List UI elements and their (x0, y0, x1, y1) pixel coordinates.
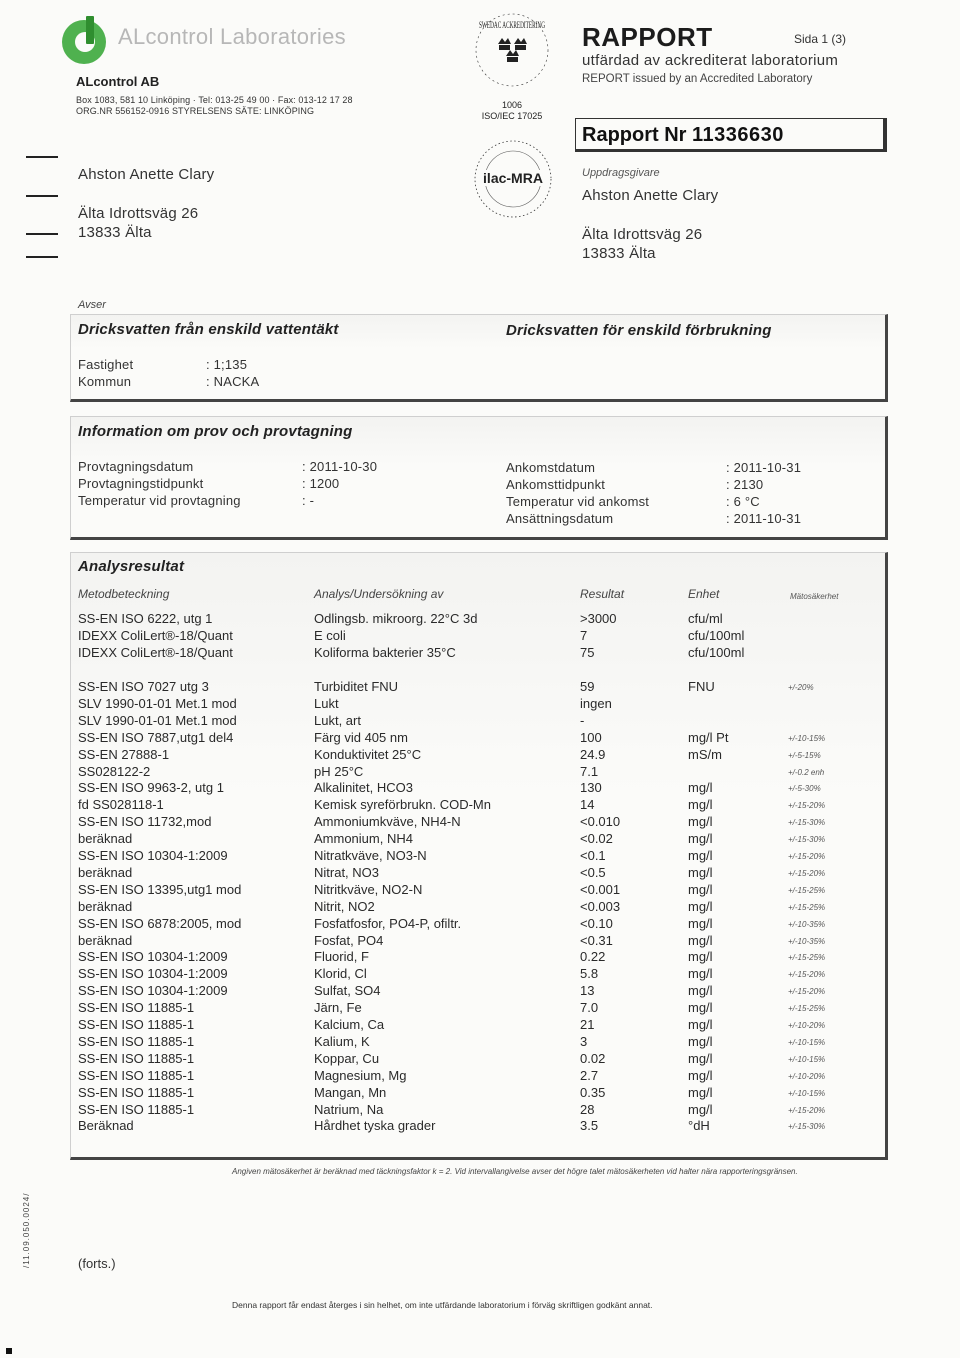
result-cell: <0.010 (580, 814, 621, 830)
table-row (78, 865, 878, 882)
method-cell: SS-EN ISO 11885-1 (78, 1101, 195, 1117)
ilac-mra-seal-icon (470, 136, 556, 222)
ilac-text: ilac-MRA (483, 170, 543, 186)
table-row (78, 679, 878, 696)
table-row (78, 1102, 878, 1119)
uncertainty-cell: +/-15-20% (788, 970, 826, 980)
provtagningstidpunkt-value: : 1200 (302, 476, 340, 491)
analysis-cell: Natrium, Na (314, 1101, 384, 1117)
result-cell: <0.003 (580, 898, 621, 914)
result-cell: 28 (580, 1101, 595, 1117)
analysis-cell: Nitratkväve, NO3-N (314, 848, 427, 863)
avser-label: Avser (78, 299, 106, 311)
unit-cell: °dH (688, 1118, 710, 1134)
analysis-cell: Nitrat, NO3 (314, 864, 380, 880)
result-cell: 14 (580, 797, 595, 813)
method-cell: SS-EN ISO 11885-1 (78, 1033, 195, 1049)
unit-cell: mg/l (688, 831, 713, 847)
method-cell: SS028122-2 (78, 763, 151, 779)
recipient-postal: 13833 Älta (78, 224, 152, 241)
result-cell: 5.8 (580, 966, 599, 982)
table-row (78, 882, 878, 899)
report-subtitle-en: REPORT issued by an Accredited Laboratory (582, 73, 813, 85)
client-street: Älta Idrottsväg 26 (582, 226, 703, 243)
table-row (78, 764, 878, 781)
analysis-cell: Nitrit, NO2 (314, 898, 375, 914)
result-cell: 130 (580, 780, 602, 796)
method-cell: SS-EN ISO 6222, utg 1 (78, 611, 213, 626)
results-title: Analysresultat (78, 558, 185, 575)
uncertainty-cell: +/-15-30% (788, 1122, 826, 1132)
page-number: Sida 1 (3) (794, 32, 847, 46)
table-row (78, 1118, 878, 1135)
provtagningsdatum-value: : 2011-10-30 (302, 459, 378, 474)
seal-text: SWEDAC ACKREDITERING (479, 20, 546, 30)
analysis-cell: Ammonium, NH4 (314, 831, 413, 847)
ansattning-value: : 2011-10-31 (726, 511, 802, 526)
scan-mark (6, 1348, 12, 1354)
fastighet-label: Fastighet (78, 357, 134, 372)
ankomsttidpunkt-value: : 2130 (726, 477, 764, 492)
avser-title-right: Dricksvatten för enskild förbrukning (506, 322, 772, 339)
report-number-value: 11336630 (692, 124, 784, 146)
uncertainty-cell: +/-0.2 enh (788, 767, 825, 777)
result-cell: <0.31 (580, 932, 613, 948)
table-row (78, 1085, 878, 1102)
uncertainty-cell: +/-15-20% (788, 801, 826, 811)
method-cell: SS-EN ISO 11885-1 (78, 1017, 195, 1032)
uncertainty-cell: +/-15-20% (788, 852, 826, 861)
company-name: ALcontrol AB (76, 74, 160, 89)
method-cell: SS-EN ISO 11885-1 (78, 1067, 195, 1083)
result-cell: - (580, 712, 585, 728)
table-row (78, 933, 878, 950)
document-code: /11.09.050.0024/ (22, 1192, 31, 1268)
result-cell: 75 (580, 645, 595, 660)
analysis-cell: Fluorid, F (314, 949, 369, 965)
uncertainty-cell: +/-15-25% (788, 1004, 826, 1014)
table-row (78, 696, 878, 713)
margin-mark (26, 195, 58, 197)
seal-number: 1006 (501, 100, 523, 110)
table-row (78, 713, 878, 730)
unit-cell: mg/l (688, 1050, 713, 1066)
table-row (78, 814, 878, 831)
ansattning-label: Ansättningsdatum (506, 511, 614, 526)
uncertainty-cell: +/-10-15% (788, 733, 826, 743)
temp-prov-label: Temperatur vid provtagning (78, 493, 241, 508)
result-cell: 21 (580, 1017, 595, 1032)
unit-cell: mg/l (688, 949, 713, 965)
client-label: Uppdragsgivare (582, 167, 660, 179)
unit-cell: cfu/100ml (688, 645, 745, 660)
method-cell: SS-EN 27888-1 (78, 746, 170, 762)
method-cell: SS-EN ISO 11732,mod (78, 814, 212, 830)
method-cell: SS-EN ISO 7027 utg 3 (78, 679, 209, 694)
method-cell: beräknad (78, 932, 133, 948)
table-row (78, 780, 878, 797)
result-cell: 0.02 (580, 1050, 606, 1066)
unit-cell: mg/l (688, 814, 713, 830)
uncertainty-cell: +/-5-30% (788, 784, 821, 794)
result-cell: 7 (580, 628, 588, 643)
analysis-cell: Kalcium, Ca (314, 1017, 385, 1032)
unit-cell: mg/l Pt (688, 729, 729, 745)
method-cell: beräknad (78, 864, 133, 880)
table-row (78, 1000, 878, 1017)
analysis-cell: Magnesium, Mg (314, 1067, 407, 1083)
table-row (78, 1051, 878, 1068)
unit-cell: mg/l (688, 848, 713, 863)
header-analysis: Analys/Undersökning av (314, 587, 444, 601)
analysis-cell: Kemisk syreförbrukn. COD-Mn (314, 797, 491, 813)
table-row (78, 966, 878, 983)
analysis-cell: Järn, Fe (314, 1000, 362, 1016)
analysis-cell: pH 25°C (314, 763, 364, 779)
provtagningsdatum-label: Provtagningsdatum (78, 459, 194, 474)
ankomstdatum-label: Ankomstdatum (506, 460, 596, 475)
uncertainty-cell: +/-5-15% (788, 750, 821, 760)
header-uncertainty: Mätosäkerhet (790, 592, 839, 601)
unit-cell: mg/l (688, 915, 713, 931)
uncertainty-cell: +/-10-35% (788, 919, 826, 929)
report-number (582, 124, 784, 147)
method-cell: SLV 1990-01-01 Met.1 mod (78, 712, 237, 728)
uncertainty-cell: +/-15-20% (788, 868, 826, 878)
ankomsttidpunkt-label: Ankomsttidpunkt (506, 477, 606, 492)
method-cell: SS-EN ISO 13395,utg1 mod (78, 881, 242, 897)
unit-cell: mg/l (688, 1067, 713, 1083)
footer-notice: Denna rapport får endast återges i sin helhet, om inte utfärdande laboratorium i förväg skriftligen godkänt annat. (232, 1300, 653, 1310)
ankomstdatum-value: : 2011-10-31 (726, 460, 802, 475)
margin-mark (26, 256, 58, 258)
table-row (78, 747, 878, 764)
analysis-cell: Sulfat, SO4 (314, 983, 381, 999)
unit-cell: mg/l (688, 1084, 713, 1100)
uncertainty-cell: +/-10-20% (788, 1021, 826, 1030)
table-row (78, 831, 878, 848)
analysis-cell: E coli (314, 628, 346, 643)
result-cell: ingen (580, 695, 612, 711)
fastighet-value: : 1;135 (206, 357, 248, 372)
analysis-cell: Fosfatfosfor, PO4-P, ofiltr. (314, 915, 462, 931)
client-name: Ahston Anette Clary (582, 187, 719, 204)
result-cell: 3 (580, 1033, 588, 1049)
report-number-label: Rapport Nr (582, 124, 687, 146)
result-cell: 13 (580, 983, 595, 999)
provtagningstidpunkt-label: Provtagningstidpunkt (78, 476, 204, 491)
method-cell: IDEXX ColiLert®-18/Quant (78, 645, 233, 660)
unit-cell: mg/l (688, 797, 713, 813)
method-cell: SS-EN ISO 10304-1:2009 (78, 949, 228, 965)
uncertainty-cell: +/-15-20% (788, 1105, 826, 1115)
uncertainty-cell: +/-10-20% (788, 1071, 826, 1081)
alcontrol-logo-icon (62, 20, 106, 64)
uncertainty-cell: +/-15-25% (788, 953, 826, 963)
header-method: Metodbeteckning (78, 587, 170, 601)
report-title: RAPPORT (582, 22, 713, 52)
alcontrol-logo-bar (86, 16, 94, 44)
result-cell: 100 (580, 729, 602, 745)
analysis-cell: Lukt (314, 695, 339, 711)
margin-mark (26, 233, 58, 235)
result-cell: <0.5 (580, 864, 606, 880)
unit-cell: cfu/ml (688, 611, 723, 626)
method-cell: fd SS028118-1 (78, 797, 164, 813)
method-cell: IDEXX ColiLert®-18/Quant (78, 628, 233, 643)
uncertainty-cell: +/-15-20% (788, 987, 826, 997)
result-cell: 59 (580, 679, 595, 694)
result-cell: 2.7 (580, 1067, 599, 1083)
method-cell: beräknad (78, 831, 133, 847)
unit-cell: mg/l (688, 864, 713, 880)
analysis-cell: Nitritkväve, NO2-N (314, 881, 423, 897)
unit-cell: mg/l (688, 932, 713, 948)
table-row (78, 1034, 878, 1051)
recipient-name: Ahston Anette Clary (78, 166, 215, 183)
unit-cell: mg/l (688, 1000, 713, 1016)
company-org: ORG.NR 556152-0916 STYRELSENS SÄTE: LINKÖPING (76, 106, 315, 116)
temp-ankomst-label: Temperatur vid ankomst (506, 494, 650, 509)
method-cell: SS-EN ISO 10304-1:2009 (78, 983, 228, 999)
seal-standard: ISO/IEC 17025 (481, 111, 543, 122)
kommun-value: : NACKA (206, 374, 260, 389)
table-row (78, 1017, 878, 1034)
kommun-label: Kommun (78, 374, 132, 389)
table-row (78, 1068, 878, 1085)
result-cell: 0.22 (580, 949, 606, 965)
footnote: Angiven mätosäkerhet är beräknad med täckningsfaktor k = 2. Vid intervallangivelse avser det högre talet mätosäkerheten vid halter nära rapporteringsgränsen. (232, 1167, 798, 1176)
table-row (78, 730, 878, 747)
analysis-cell: Alkalinitet, HCO3 (314, 780, 413, 796)
temp-prov-value: : - (302, 493, 315, 508)
analysis-cell: Färg vid 405 nm (314, 729, 408, 745)
recipient-street: Älta Idrottsväg 26 (78, 205, 199, 222)
uncertainty-cell: +/-10-15% (788, 1054, 826, 1064)
method-cell: SS-EN ISO 11885-1 (78, 1084, 195, 1100)
method-cell: SS-EN ISO 10304-1:2009 (78, 966, 228, 982)
uncertainty-cell: +/-15-30% (788, 835, 826, 845)
unit-cell: mg/l (688, 1033, 713, 1049)
analysis-cell: Kalium, K (314, 1033, 370, 1049)
result-cell: 0.35 (580, 1084, 606, 1100)
analysis-cell: Ammoniumkväve, NH4-N (314, 814, 461, 830)
table-row (78, 628, 878, 645)
unit-cell: mg/l (688, 966, 713, 982)
unit-cell: mg/l (688, 881, 713, 897)
method-cell: SS-EN ISO 6878:2005, mod (78, 915, 242, 931)
header-unit: Enhet (688, 587, 720, 601)
analysis-cell: Mangan, Mn (314, 1084, 387, 1100)
continued-label: (forts.) (78, 1256, 116, 1271)
unit-cell: FNU (688, 679, 715, 694)
analysis-cell: Lukt, art (314, 712, 361, 728)
uncertainty-cell: +/-10-15% (788, 1037, 826, 1047)
analysis-cell: Konduktivitet 25°C (314, 746, 422, 762)
brand-name: ALcontrol Laboratories (118, 24, 346, 49)
unit-cell: mg/l (688, 780, 713, 796)
result-cell: 3.5 (580, 1118, 599, 1134)
result-cell: <0.02 (580, 831, 613, 847)
unit-cell: mg/l (688, 1101, 713, 1117)
table-row (78, 645, 878, 662)
method-cell: SS-EN ISO 11885-1 (78, 1050, 195, 1066)
table-row (78, 983, 878, 1000)
client-postal: 13833 Älta (582, 245, 656, 262)
sampling-title: Information om prov och provtagning (78, 423, 353, 440)
result-cell: <0.10 (580, 915, 613, 931)
table-row (78, 949, 878, 966)
result-cell: <0.1 (580, 848, 606, 863)
table-row (78, 916, 878, 933)
uncertainty-cell: +/-15-25% (788, 902, 826, 912)
analysis-cell: Koliforma bakterier 35°C (314, 645, 456, 660)
method-cell: SS-EN ISO 9963-2, utg 1 (78, 780, 224, 796)
analysis-cell: Fosfat, PO4 (314, 932, 384, 948)
analysis-cell: Klorid, Cl (314, 966, 367, 982)
method-cell: beräknad (78, 898, 133, 914)
unit-cell: mg/l (688, 1017, 713, 1032)
table-row (78, 611, 878, 628)
table-row (78, 899, 878, 916)
method-cell: SS-EN ISO 11885-1 (78, 1000, 195, 1016)
method-cell: SS-EN ISO 7887,utg1 del4 (78, 729, 234, 745)
analysis-cell: Koppar, Cu (314, 1050, 380, 1066)
result-cell: 7.0 (580, 1000, 599, 1016)
uncertainty-cell: +/-10-15% (788, 1088, 826, 1098)
result-cell: 24.9 (580, 746, 606, 762)
unit-cell: mg/l (688, 898, 713, 914)
company-address: Box 1083, 581 10 Linköping · Tel: 013-25 49 00 · Fax: 013-12 17 28 (76, 95, 353, 105)
swedac-seal-icon (470, 10, 554, 94)
method-cell: SLV 1990-01-01 Met.1 mod (78, 695, 237, 711)
uncertainty-cell: +/-20% (788, 683, 814, 692)
header-result: Resultat (580, 587, 625, 601)
uncertainty-cell: +/-10-35% (788, 936, 826, 946)
analysis-cell: Hårdhet tyska grader (314, 1118, 436, 1134)
uncertainty-cell: +/-15-25% (788, 885, 826, 895)
unit-cell: mg/l (688, 983, 713, 999)
temp-ankomst-value: : 6 °C (726, 494, 760, 509)
table-row (78, 797, 878, 814)
method-cell: Beräknad (78, 1118, 134, 1134)
result-cell: <0.001 (580, 881, 621, 897)
uncertainty-cell: +/-15-30% (788, 818, 826, 828)
result-cell: >3000 (580, 611, 617, 626)
analysis-cell: Odlingsb. mikroorg. 22°C 3d (314, 611, 478, 626)
unit-cell: mS/m (688, 746, 722, 762)
method-cell: SS-EN ISO 10304-1:2009 (78, 848, 228, 863)
analysis-cell: Turbiditet FNU (314, 679, 399, 694)
unit-cell: cfu/100ml (688, 628, 745, 643)
report-subtitle: utfärdad av ackrediterat laboratorium (582, 52, 839, 69)
table-row (78, 848, 878, 865)
avser-title-left: Dricksvatten från enskild vattentäkt (78, 321, 339, 338)
margin-mark (26, 156, 58, 158)
result-cell: 7.1 (580, 763, 599, 779)
